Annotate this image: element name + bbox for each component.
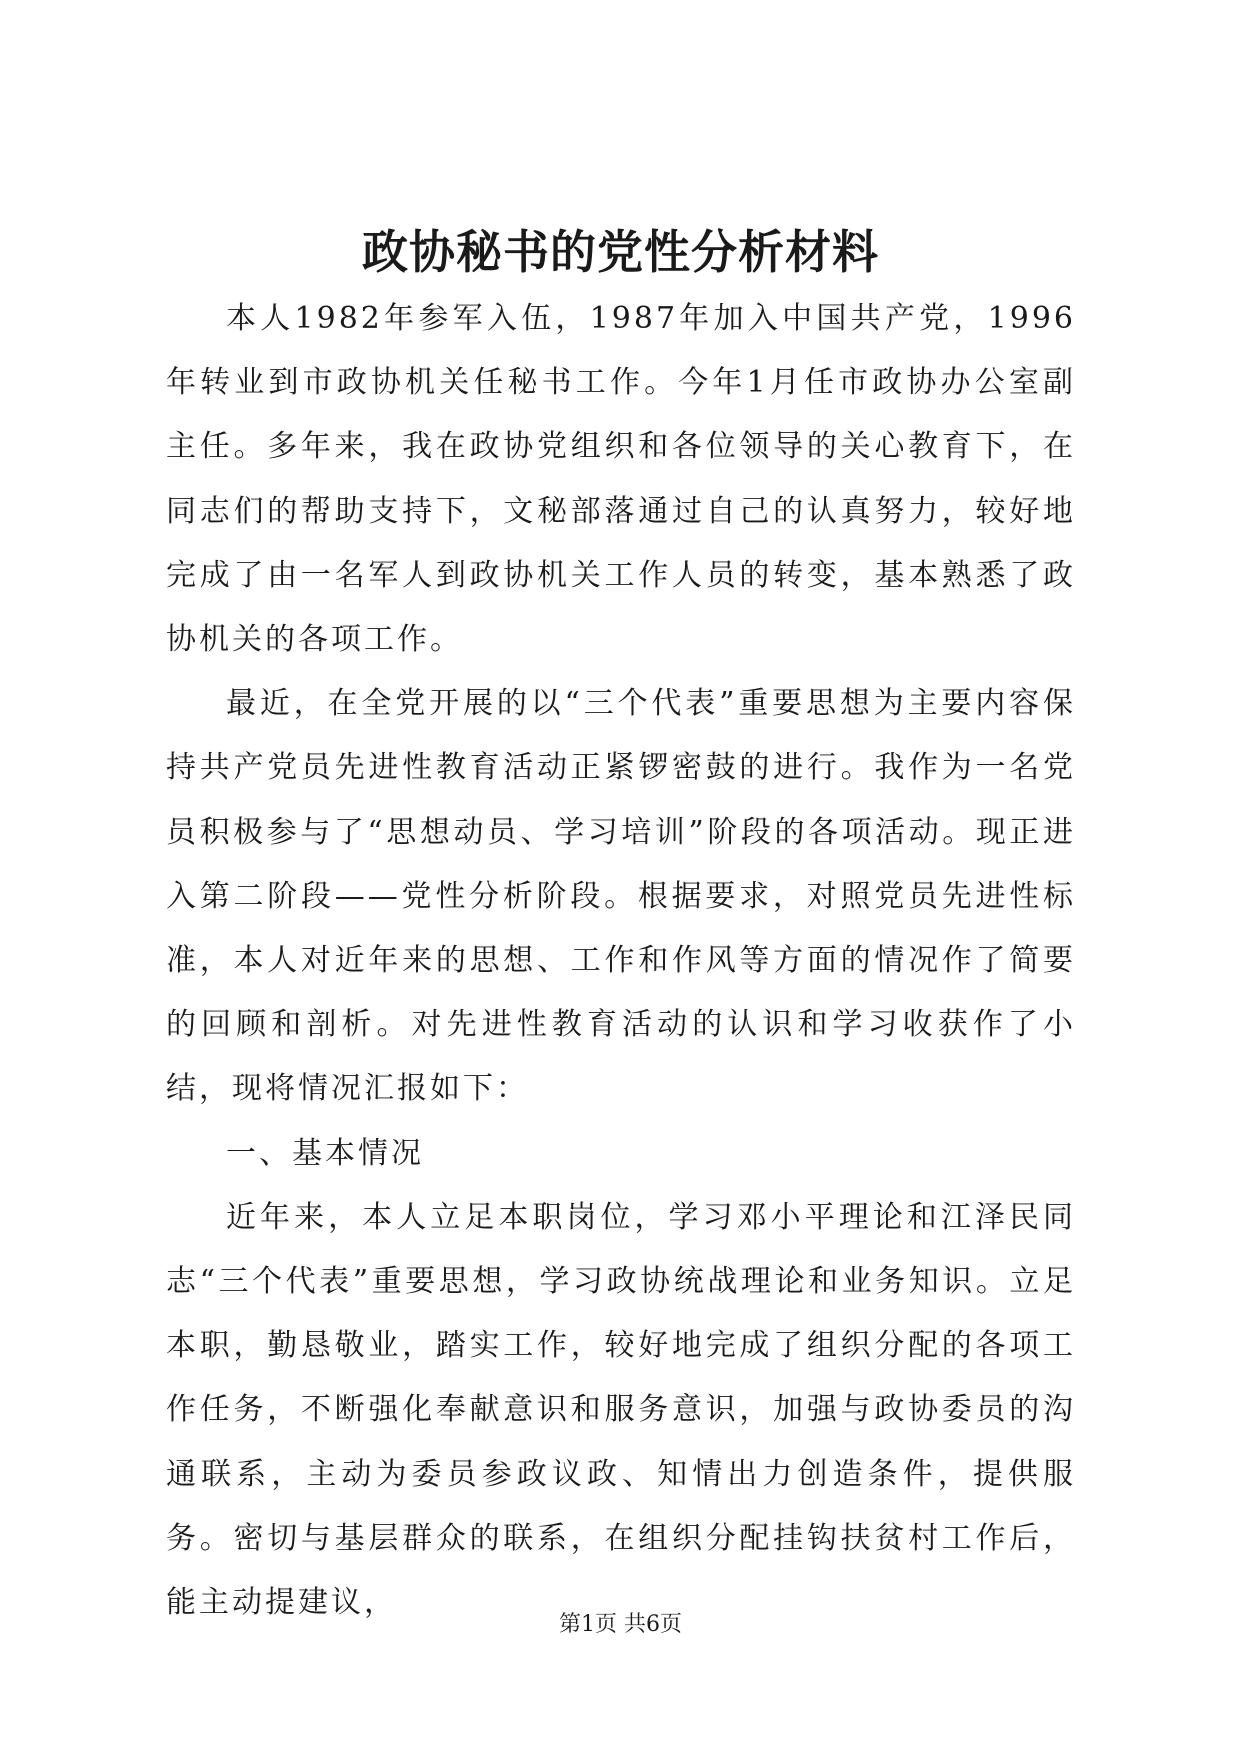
section-heading-basic-situation: 一、基本情况 — [226, 1135, 424, 1171]
paragraph-intro: 本人1982年参军入伍，1987年加入中国共产党，1996年转业到市政协机关任秘书工作。今年1月任市政协办公室副主任。多年来，我在政协党组织和各位领导的关心教育下，在同志们的帮助支持下，文秘部落通过自己的认真努力，较好地完成了由一名军人到政协机关工作人员的转变，基本熟悉了政协机关的各项工作。 — [166, 301, 1076, 658]
paragraph-context: 最近，在全党开展的以“三个代表”重要思想为主要内容保持共产党员先进性教育活动正紧锣密鼓的进行。我作为一名党员积极参与了“思想动员、学习培训”阶段的各项活动。现正进入第二阶段——党性分析阶段。根据要求，对照党员先进性标准，本人对近年来的思想、工作和作风等方面的情况作了简要的回顾和剖析。对先进性教育活动的认识和学习收获作了小结，现将情况汇报如下： — [166, 686, 1076, 1107]
paragraph-basic-situation: 近年来，本人立足本职岗位，学习邓小平理论和江泽民同志“三个代表”重要思想，学习政协统战理论和业务知识。立足本职，勤恳敬业，踏实工作，较好地完成了组织分配的各项工作任务，不断强化奉献意识和服务意识，加强与政协委员的沟通联系，主动为委员参政议政、知情出力创造条件，提供服务。密切与基层群众的联系，在组织分配挂钩扶贫村工作后，能主动提建议， — [166, 1199, 1076, 1621]
page-footer: 第1页 共6页 — [559, 1612, 682, 1637]
document-body — [166, 287, 1076, 1635]
document-title: 政协秘书的党性分析材料 — [362, 225, 879, 279]
